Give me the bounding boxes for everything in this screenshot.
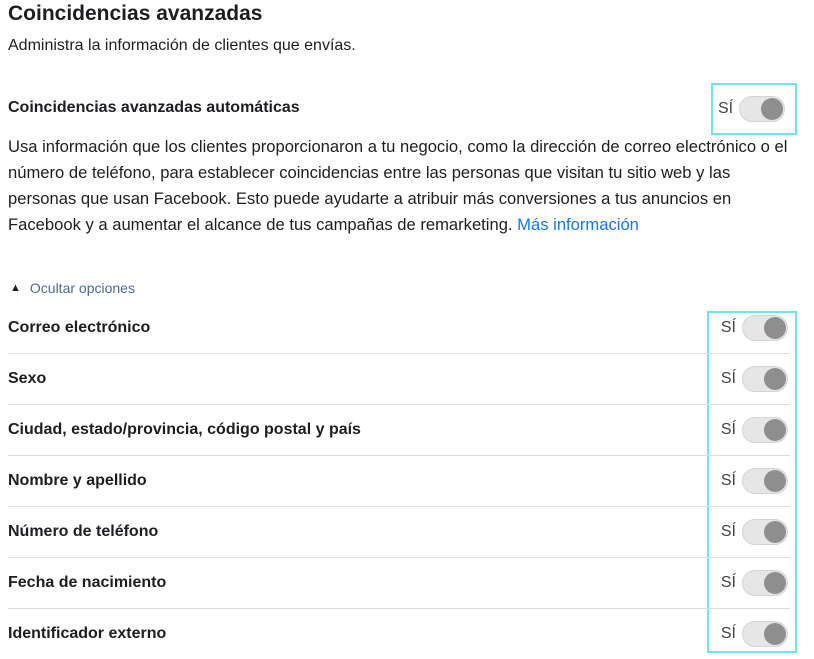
toggle-knob bbox=[764, 623, 786, 645]
toggle-knob bbox=[764, 572, 786, 594]
option-label: Identificador externo bbox=[8, 625, 167, 642]
option-toggle-label: SÍ bbox=[720, 574, 736, 591]
option-row bbox=[8, 354, 790, 404]
option-label: Nombre y apellido bbox=[8, 472, 147, 489]
option-row bbox=[8, 507, 790, 557]
option-toggle-group[interactable] bbox=[721, 315, 788, 341]
hide-options-button[interactable] bbox=[10, 280, 135, 296]
option-toggle[interactable] bbox=[742, 468, 788, 494]
option-toggle-label: SÍ bbox=[720, 421, 736, 438]
option-toggle-group[interactable] bbox=[721, 570, 788, 596]
toggle-knob bbox=[764, 368, 786, 390]
toggle-knob bbox=[764, 470, 786, 492]
option-toggle[interactable] bbox=[742, 570, 788, 596]
automatic-matching-description bbox=[8, 134, 798, 238]
option-label: Ciudad, estado/provincia, código postal y país bbox=[8, 421, 361, 438]
option-row bbox=[8, 609, 790, 659]
option-toggle-group[interactable] bbox=[721, 519, 788, 545]
automatic-toggle-label: SÍ bbox=[718, 100, 734, 117]
toggle-knob bbox=[764, 521, 786, 543]
option-toggle-label: SÍ bbox=[720, 472, 736, 489]
option-row bbox=[8, 558, 790, 608]
automatic-matching-title: Coincidencias avanzadas automáticas bbox=[8, 99, 300, 116]
page-title: Coincidencias avanzadas bbox=[8, 2, 263, 25]
option-toggle-label: SÍ bbox=[720, 370, 736, 387]
toggle-knob bbox=[764, 317, 786, 339]
option-toggle-label: SÍ bbox=[720, 523, 736, 540]
option-label: Fecha de nacimiento bbox=[8, 574, 167, 591]
option-toggle[interactable] bbox=[742, 519, 788, 545]
hide-options-label: Ocultar opciones bbox=[29, 280, 135, 296]
option-toggle[interactable] bbox=[742, 417, 788, 443]
learn-more-link[interactable]: Más información bbox=[517, 215, 639, 234]
automatic-toggle-group[interactable] bbox=[718, 96, 785, 122]
option-label: Correo electrónico bbox=[8, 319, 151, 336]
option-toggle-label: SÍ bbox=[720, 319, 736, 336]
option-toggle-group[interactable] bbox=[721, 621, 788, 647]
toggle-knob bbox=[761, 98, 783, 120]
toggle-knob bbox=[764, 419, 786, 441]
option-toggle-group[interactable] bbox=[721, 417, 788, 443]
option-row bbox=[8, 405, 790, 455]
chevron-up-icon: ▲ bbox=[10, 282, 21, 294]
option-label: Sexo bbox=[8, 370, 47, 387]
description-text: Usa información que los clientes proporcionaron a tu negocio, como la dirección de correo electrónico o el número de teléfono, para establecer coincidencias entre las personas que visitan tu sitio web y las personas que usan Facebook. Esto puede ayudarte a atribuir más conversiones a tus anuncios en Facebook y a aumentar el alcance de tus campañas de remarketing. bbox=[8, 137, 788, 234]
page-subtitle: Administra la información de clientes que envías. bbox=[8, 37, 356, 54]
option-row bbox=[8, 456, 790, 506]
option-toggle[interactable] bbox=[742, 315, 788, 341]
option-label: Número de teléfono bbox=[8, 523, 159, 540]
option-toggle-group[interactable] bbox=[721, 366, 788, 392]
automatic-matching-toggle[interactable] bbox=[739, 96, 785, 122]
option-toggle-group[interactable] bbox=[721, 468, 788, 494]
option-toggle[interactable] bbox=[742, 621, 788, 647]
option-toggle[interactable] bbox=[742, 366, 788, 392]
option-row bbox=[8, 303, 790, 353]
option-toggle-label: SÍ bbox=[720, 625, 736, 642]
